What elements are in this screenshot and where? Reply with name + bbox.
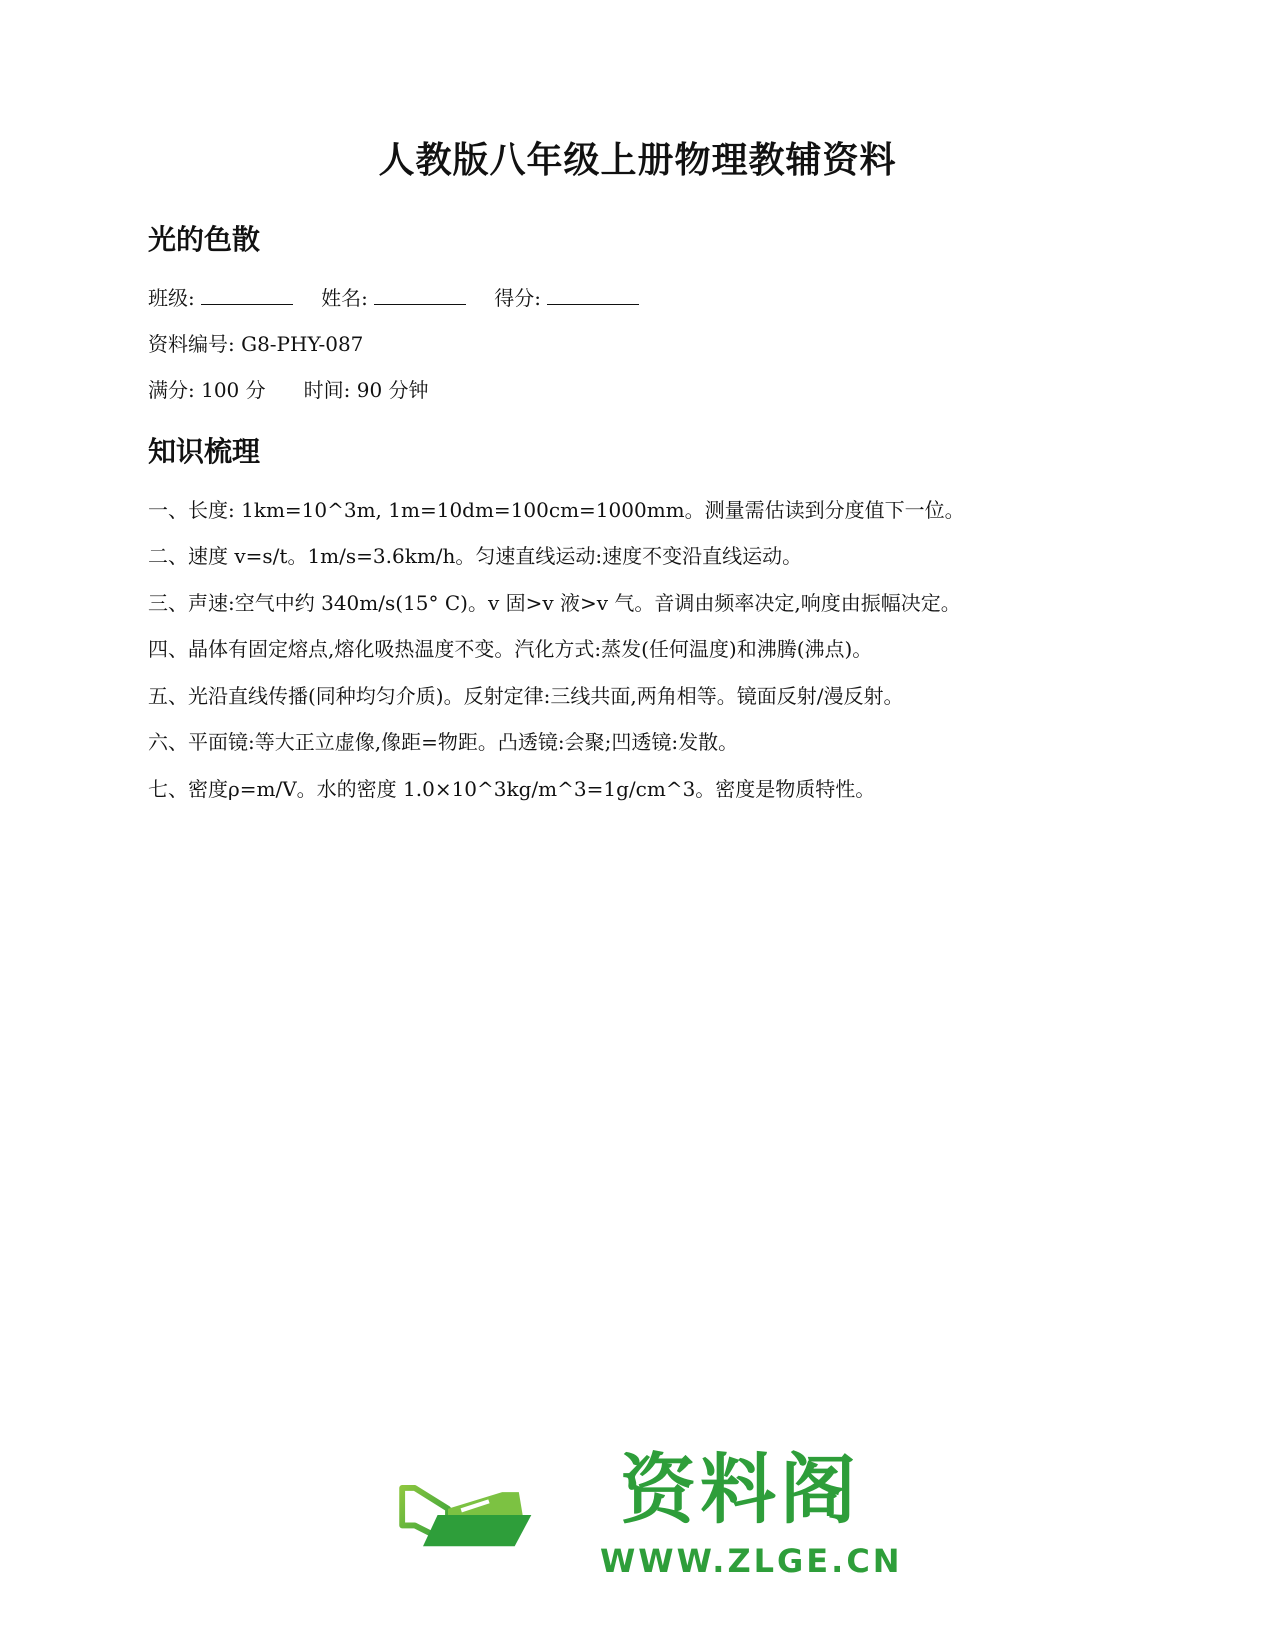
logo-url: WWW.ZLGE.CN xyxy=(600,1542,903,1580)
page-title: 人教版八年级上册物理教辅资料 xyxy=(378,140,897,181)
knowledge-item: 一、长度: 1km=10^3m, 1m=10dm=100cm=1000mm。测量需估读到分度值下一位。 xyxy=(148,498,965,522)
class-label: 班级: xyxy=(148,286,195,310)
knowledge-item: 七、密度ρ=m/V。水的密度 1.0×10^3kg/m^3=1g/cm^3。密度是物质特性。 xyxy=(148,777,876,801)
knowledge-item: 二、速度 v=s/t。1m/s=3.6km/h。匀速直线运动:速度不变沿直线运动。 xyxy=(148,544,803,568)
section-title: 光的色散 xyxy=(148,223,261,256)
student-info-row xyxy=(148,284,661,312)
class-field xyxy=(148,284,293,312)
knowledge-item: 六、平面镜:等大正立虚像,像距=物距。凸透镜:会聚;凹透镜:发散。 xyxy=(148,730,739,754)
name-field xyxy=(321,284,466,312)
logo-name: 资料阁 xyxy=(620,1445,860,1534)
knowledge-title: 知识梳理 xyxy=(148,435,261,468)
exam-time: 时间: 90 分钟 xyxy=(303,378,429,402)
full-score: 满分: 100 分 xyxy=(148,378,266,402)
exam-info-row xyxy=(148,376,429,404)
score-blank[interactable] xyxy=(547,284,639,305)
knowledge-item: 三、声速:空气中约 340m/s(15° C)。v 固>v 液>v 气。音调由频率决定,响度由振幅决定。 xyxy=(148,591,961,615)
score-field xyxy=(494,284,639,312)
knowledge-item: 五、光沿直线传播(同种均匀介质)。反射定律:三线共面,两角相等。镜面反射/漫反射。 xyxy=(148,684,904,708)
name-blank[interactable] xyxy=(374,284,466,305)
name-label: 姓名: xyxy=(321,286,368,310)
class-blank[interactable] xyxy=(201,284,293,305)
knowledge-item: 四、晶体有固定熔点,熔化吸热温度不变。汽化方式:蒸发(任何温度)和沸腾(沸点)。 xyxy=(148,637,873,661)
score-label: 得分: xyxy=(494,286,541,310)
open-book-icon xyxy=(398,1440,598,1590)
material-id: 资料编号: G8-PHY-087 xyxy=(148,332,364,356)
